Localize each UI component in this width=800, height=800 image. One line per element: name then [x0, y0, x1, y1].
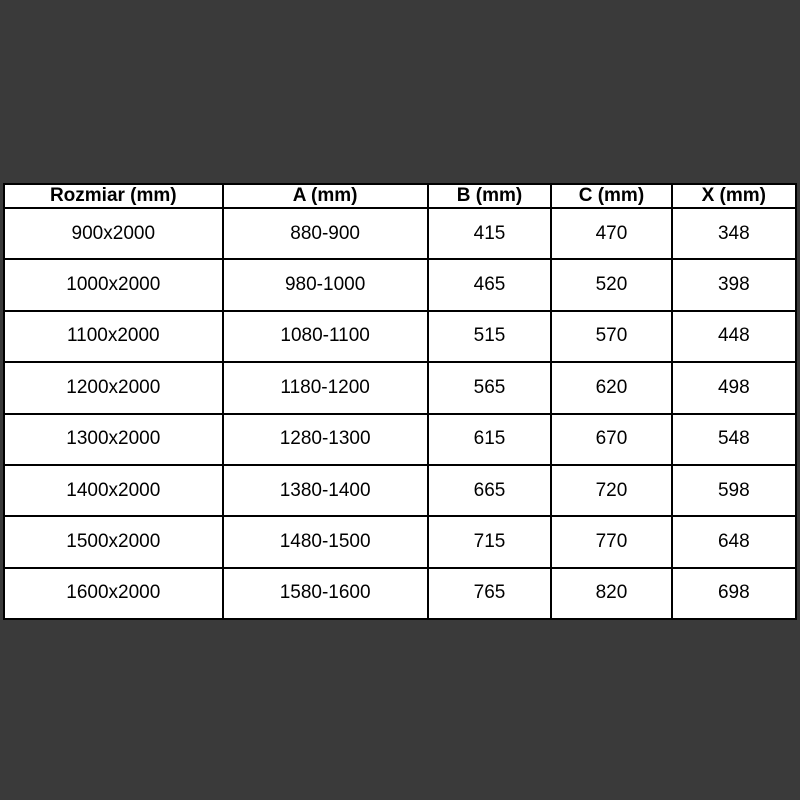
table-cell: 1480-1500: [223, 516, 428, 567]
table-cell: 765: [428, 568, 552, 619]
column-header: X (mm): [672, 184, 796, 208]
size-spec-table-container: [3, 183, 797, 620]
table-cell: 720: [551, 465, 671, 516]
table-cell: 620: [551, 362, 671, 413]
column-header: A (mm): [223, 184, 428, 208]
table-body: [4, 208, 796, 619]
table-cell: 980-1000: [223, 259, 428, 310]
column-header: Rozmiar (mm): [4, 184, 223, 208]
table-cell: 1180-1200: [223, 362, 428, 413]
table-cell: 515: [428, 311, 552, 362]
table-cell: 1100x2000: [4, 311, 223, 362]
table-row: [4, 208, 796, 259]
table-cell: 398: [672, 259, 796, 310]
table-cell: 415: [428, 208, 552, 259]
table-header: [4, 184, 796, 208]
table-cell: 1600x2000: [4, 568, 223, 619]
table-cell: 1200x2000: [4, 362, 223, 413]
table-cell: 820: [551, 568, 671, 619]
table-row: [4, 465, 796, 516]
table-cell: 615: [428, 414, 552, 465]
table-row: [4, 362, 796, 413]
table-cell: 1300x2000: [4, 414, 223, 465]
table-cell: 465: [428, 259, 552, 310]
table-cell: 715: [428, 516, 552, 567]
table-cell: 598: [672, 465, 796, 516]
table-cell: 570: [551, 311, 671, 362]
table-cell: 1580-1600: [223, 568, 428, 619]
table-cell: 1080-1100: [223, 311, 428, 362]
table-cell: 565: [428, 362, 552, 413]
table-cell: 548: [672, 414, 796, 465]
table-cell: 470: [551, 208, 671, 259]
table-row: [4, 568, 796, 619]
table-cell: 448: [672, 311, 796, 362]
table-cell: 770: [551, 516, 671, 567]
table-cell: 498: [672, 362, 796, 413]
table-row: [4, 259, 796, 310]
table-row: [4, 311, 796, 362]
table-cell: 1400x2000: [4, 465, 223, 516]
table-cell: 670: [551, 414, 671, 465]
table-cell: 348: [672, 208, 796, 259]
table-cell: 1000x2000: [4, 259, 223, 310]
header-row: [4, 184, 796, 208]
table-cell: 1280-1300: [223, 414, 428, 465]
table-cell: 648: [672, 516, 796, 567]
table-cell: 1500x2000: [4, 516, 223, 567]
column-header: C (mm): [551, 184, 671, 208]
table-row: [4, 414, 796, 465]
size-spec-table: [3, 183, 797, 620]
table-cell: 698: [672, 568, 796, 619]
table-cell: 665: [428, 465, 552, 516]
table-row: [4, 516, 796, 567]
table-cell: 900x2000: [4, 208, 223, 259]
column-header: B (mm): [428, 184, 552, 208]
table-cell: 1380-1400: [223, 465, 428, 516]
table-cell: 520: [551, 259, 671, 310]
table-cell: 880-900: [223, 208, 428, 259]
